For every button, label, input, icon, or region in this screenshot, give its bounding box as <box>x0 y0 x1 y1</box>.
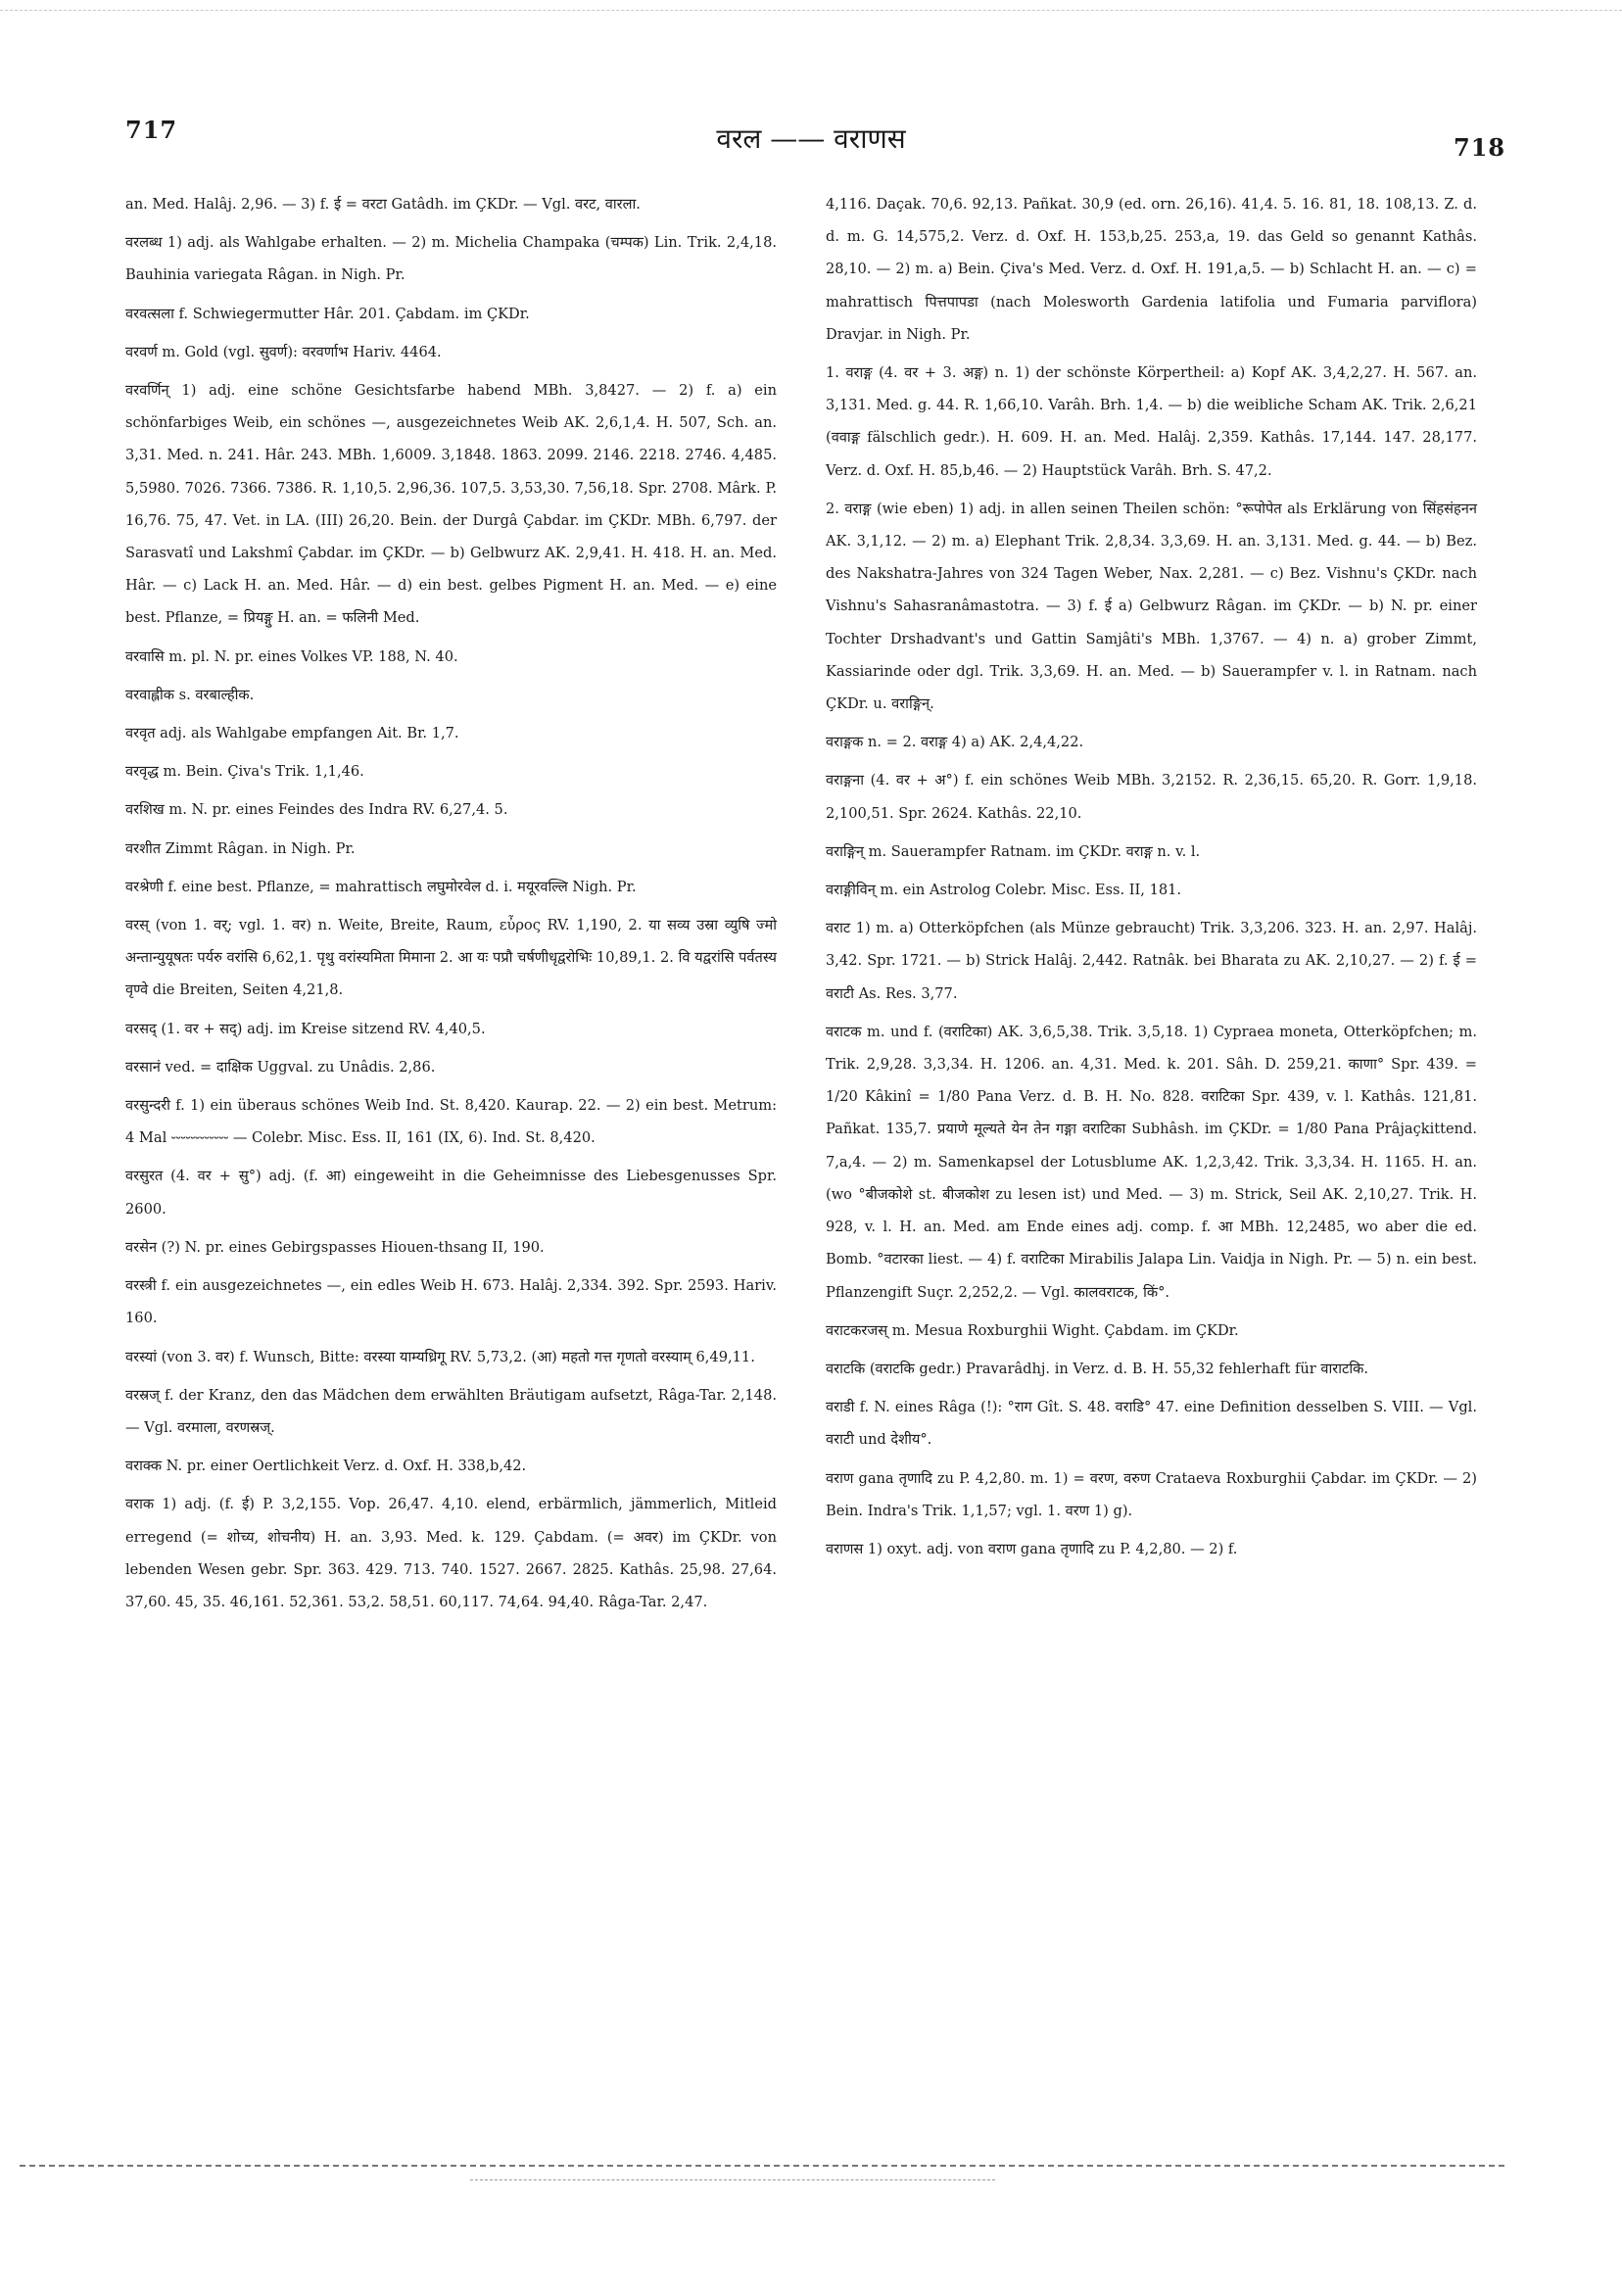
entry-paragraph: वराडी f. N. eines Râga (!): °राग Gît. S. 48. वराडि° 47. eine Definition desselben S. VIII. — Vgl. वराटी und देशीय°. <box>826 1399 1477 1449</box>
entry-paragraph: वरवर्णिन् 1) adj. eine schöne Gesichtsfarbe habend MBh. 3,8427. — 2) f. a) ein schönfarbiges Weib, ein schönes —, ausgezeichnetes Weib AK. 2,6,1,4. H. 507, Sch. an. 3,31. Med. n. 241. Hâr. 243. MBh. 1,6009. 3,1848. 1863. 2099. 2146. 2218. 2746. 4,485. 5,5980. 7026. 7366. 7386. R. 1,10,5. 2,96,36. 107,5. 3,53,30. 7,56,18. Spr. 2708. Mârk. P. 16,76. 75, 47. Vet. in LA. (III) 26,20. Bein. der Durgâ Çabdar. im ÇKDr. MBh. 6,797. der Sarasvatî und Lakshmî Çabdar. im ÇKDr. — b) Gelbwurz AK. 2,9,41. H. 418. H. an. Med. Hâr. — c) Lack H. an. Med. Hâr. — d) ein best. gelbes Pigment H. an. Med. — e) eine best. Pflanze, = प्रियङ्गु H. an. = फलिनी Med. <box>125 382 777 627</box>
entry-paragraph: वराक्क N. pr. einer Oertlichkeit Verz. d. Oxf. H. 338,b,42. <box>125 1458 527 1475</box>
entry-paragraph: वराङ्गीविन् m. ein Astrolog Colebr. Misc. Ess. II, 181. <box>826 882 1182 899</box>
entry-paragraph: वराटकि (वराटकि gedr.) Pravarâdhj. in Verz. d. B. H. 55,32 fehlerhaft für वाराटकि. <box>826 1360 1369 1377</box>
entry-paragraph: 4,116. Daçak. 70,6. 92,13. Pañkat. 30,9 (ed. orn. 26,16). 41,4. 5. 16. 81, 18. 108,13. Z. d. d. m. G. 14,575,2. Verz. d. Oxf. H. 153,b,25. 253,a, 19. das Geld so genannt Kathâs. 28,10. — 2) m. a) Bein. Çiva's Med. Verz. d. Oxf. H. 191,a,5. — b) Schlacht H. an. — c) = mahrattisch पित्तपापडा (nach Molesworth Gardenia latifolia und Fumaria parviflora) Dravjar. in Nigh. Pr. <box>826 196 1477 343</box>
entry-paragraph: वराटक m. und f. (वराटिका) AK. 3,6,5,38. Trik. 3,5,18. 1) Cypraea moneta, Otterköpfchen; m. Trik. 2,9,28. 3,3,34. H. 1206. an. 4,31. Med. k. 201. Sâh. D. 259,21. काणा° Spr. 439. = 1/20 Kâkinî = 1/80 Pana Verz. d. B. H. No. 828. वराटिका Spr. 439, v. l. Kathâs. 121,81. Pañkat. 135,7. प्रयाणे मूल्यते येन तेन गङ्गा वराटिका Subhâsh. im ÇKDr. = 1/80 Pana Prâjaçkittend. 7,a,4. — 2) m. Samenkapsel der Lotusblume AK. 1,2,3,42. Trik. 3,3,34. H. 1165. H. an. (wo °बीजकोशे st. बीजकोश zu lesen ist) und Med. — 3) m. Strick, Seil AK. 2,10,27. Trik. H. 928, v. l. H. an. Med. am Ende eines adj. comp. f. आ MBh. 12,2485, wo aber die ed. Bomb. °वटारका liest. — 4) f. वराटिका Mirabilis Jalapa Lin. Vaidja in Nigh. Pr. — 5) n. ein best. Pflanzengift Suçr. 2,252,2. — Vgl. कालवराटक, किं°. <box>826 1023 1477 1301</box>
entry-paragraph: वराण gana तृणादि zu P. 4,2,80. m. 1) = वरण, वरुण Crataeva Roxburghii Çabdar. im ÇKDr. — 2) Bein. Indra's Trik. 1,1,57; vgl. 1. वरण 1) g). <box>826 1469 1477 1519</box>
entry-paragraph: वरशिख m. N. pr. eines Feindes des Indra RV. 6,27,4. 5. <box>125 801 508 819</box>
entry-paragraph: वरसद् (1. वर + सद्) adj. im Kreise sitzend RV. 4,40,5. <box>125 1020 486 1037</box>
entry-paragraph: वरसेन (?) N. pr. eines Gebirgspasses Hiouen-thsang II, 190. <box>125 1238 545 1256</box>
entry-paragraph: वरवत्सला f. Schwiegermutter Hâr. 201. Çabdam. im ÇKDr. <box>125 305 530 322</box>
entry-paragraph: वरसुरत (4. वर + सु°) adj. (f. आ) eingeweiht in die Geheimnisse des Liebesgenusses Spr. 2600. <box>125 1168 777 1218</box>
entry-paragraph: वराणस 1) oxyt. adj. von वराण gana तृणादि zu P. 4,2,80. — 2) f. <box>826 1540 1238 1557</box>
left-column <box>125 188 777 1618</box>
entry-paragraph: वरवासि m. pl. N. pr. eines Volkes VP. 188, N. 40. <box>125 647 458 665</box>
bottom-dashed-rule <box>20 2165 1504 2167</box>
entry-paragraph: वरस् (von 1. वर्; vgl. 1. वर) n. Weite, Breite, Raum, εὖρος RV. 1,190, 2. या सव्य उस्रा व्युषि ज्मो अन्तान्युयूषतः पर्यरु वरांसि 6,62,1. पृथु वरांस्यमिता मिमाना 2. आ यः पप्रौ चर्षणीधृद्वरोभिः 10,89,1. 2. वि यद्वरांसि पर्वतस्य वृण्वे die Breiten, Seiten 4,21,8. <box>125 917 777 999</box>
entry-paragraph: वराङ्गना (4. वर + अ°) f. ein schönes Weib MBh. 3,2152. R. 2,36,15. 65,20. R. Gorr. 1,9,18. 2,100,51. Spr. 2624. Kathâs. 22,10. <box>826 772 1477 822</box>
entry-paragraph: वरस्त्री f. ein ausgezeichnetes —, ein edles Weib H. 673. Halâj. 2,334. 392. Spr. 2593. Hariv. 160. <box>125 1277 777 1327</box>
page-number-left: 717 <box>125 116 178 144</box>
entry-paragraph: वरश्रेणी f. eine best. Pflanze, = mahrattisch लघुमोरवेल d. i. मयूरवल्लि Nigh. Pr. <box>125 878 637 895</box>
entry-paragraph: वरसानं ved. = दाक्षिक Uggval. zu Unâdis. 2,86. <box>125 1058 436 1076</box>
bottom-dashed-rule-short <box>470 2179 995 2180</box>
entry-paragraph: वरवृत adj. als Wahlgabe empfangen Ait. Br. 1,7. <box>125 725 459 742</box>
entry-paragraph: वरस्रज् f. der Kranz, den das Mädchen dem erwählten Bräutigam aufsetzt, Râga-Tar. 2,148. — Vgl. वरमाला, वरणस्रज्. <box>125 1386 777 1436</box>
right-column <box>826 188 1477 1565</box>
entry-paragraph: वरसुन्दरी f. 1) ein überaus schönes Weib Ind. St. 8,420. Kaurap. 22. — 2) ein best. Metrum: 4 Mal ⏑⏑⏑⏑⏑⏑⏑⏑⏑⏑⏑⏑ — Colebr. Misc. Ess. II, 161 (IX, 6). Ind. St. 8,420. <box>125 1097 777 1147</box>
entry-paragraph: वरवृद्ध m. Bein. Çiva's Trik. 1,1,46. <box>125 763 364 781</box>
entry-paragraph: वराक 1) adj. (f. ई) P. 3,2,155. Vop. 26,47. 4,10. elend, erbärmlich, jämmerlich, Mitleid erregend (= शोच्य, शोचनीय) H. an. 3,93. Med. k. 129. Çabdam. (= अवर) im ÇKDr. von lebenden Wesen gebr. Spr. 363. 429. 713. 740. 1527. 2667. 2825. Kathâs. 25,98. 27,64. 37,60. 45, 35. 46,161. 52,361. 53,2. 58,51. 60,117. 74,64. 94,40. Râga-Tar. 2,47. <box>125 1496 777 1610</box>
entry-paragraph: वरवर्ण m. Gold (vgl. सुवर्ण): वरवर्णाभ Hariv. 4464. <box>125 343 442 360</box>
entry-paragraph: 2. वराङ्ग (wie eben) 1) adj. in allen seinen Theilen schön: °रूपोपेत als Erklärung von सिंहसंहनन AK. 3,1,12. — 2) m. a) Elephant Trik. 2,8,34. 3,3,69. H. an. 3,131. Med. g. 44. — b) Bez. des Nakshatra-Jahres von 324 Tagen Weber, Nax. 2,281. — c) Bez. Vishnu's ÇKDr. nach Vishnu's Sahasranâmastotra. — 3) f. ई a) Gelbwurz Râgan. im ÇKDr. — b) N. pr. einer Tochter Drshadvant's und Gattin Samjâti's MBh. 1,3767. — 4) n. a) grober Zimmt, Kassiarinde oder dgl. Trik. 3,3,69. H. an. Med. — b) Sauerampfer v. l. in Ratnam. nach ÇKDr. u. वराङ्गिन्. <box>826 500 1477 713</box>
entry-paragraph: वराङ्गक n. = 2. वराङ्ग 4) a) AK. 2,4,4,22. <box>826 734 1084 751</box>
entry-paragraph: an. Med. Halâj. 2,96. — 3) f. ई = वरटा Gatâdh. im ÇKDr. — Vgl. वरट, वारला. <box>125 196 641 213</box>
entry-paragraph: वरस्यां (von 3. वर) f. Wunsch, Bitte: वरस्या याम्यध्रिगू RV. 5,73,2. (आ) महतो गत्त गृणतो वरस्याम् 6,49,11. <box>125 1348 755 1365</box>
page-number-right: 718 <box>1454 133 1506 162</box>
top-dashed-rule <box>0 10 1622 11</box>
entry-paragraph: वराटकरजस् m. Mesua Roxburghii Wight. Çabdam. im ÇKDr. <box>826 1321 1239 1339</box>
entry-paragraph: वराङ्गिन् m. Sauerampfer Ratnam. im ÇKDr. वराङ्ग n. v. l. <box>826 842 1201 860</box>
running-head: वरल —— वराणस <box>716 122 906 155</box>
entry-paragraph: वरवाह्लीक s. वरबाल्हीक. <box>125 686 255 703</box>
entry-paragraph: वराट 1) m. a) Otterköpfchen (als Münze gebraucht) Trik. 3,3,206. 323. H. an. 2,97. Halâj. 3,42. Spr. 1721. — b) Strick Halâj. 2,442. Ratnâk. bei Bharata zu AK. 2,10,27. — 2) f. ई = वराटी As. Res. 3,77. <box>826 920 1477 1002</box>
entry-paragraph: वरशीत Zimmt Râgan. in Nigh. Pr. <box>125 839 356 857</box>
entry-paragraph: 1. वराङ्ग (4. वर + 3. अङ्ग) n. 1) der schönste Körpertheil: a) Kopf AK. 3,4,2,27. H. 567. an. 3,131. Med. g. 44. R. 1,66,10. Varâh. Brh. 1,4. — b) die weibliche Scham AK. Trik. 2,6,21 (ववाङ्ग fälschlich gedr.). H. 609. H. an. Med. Halâj. 2,359. Kathâs. 17,144. 147. 28,177. Verz. d. Oxf. H. 85,b,46. — 2) Hauptstück Varâh. Brh. S. 47,2. <box>826 364 1477 479</box>
entry-paragraph: वरलब्ध 1) adj. als Wahlgabe erhalten. — 2) m. Michelia Champaka (चम्पक) Lin. Trik. 2,4,18. Bauhinia variegata Râgan. in Nigh. Pr. <box>125 234 777 284</box>
